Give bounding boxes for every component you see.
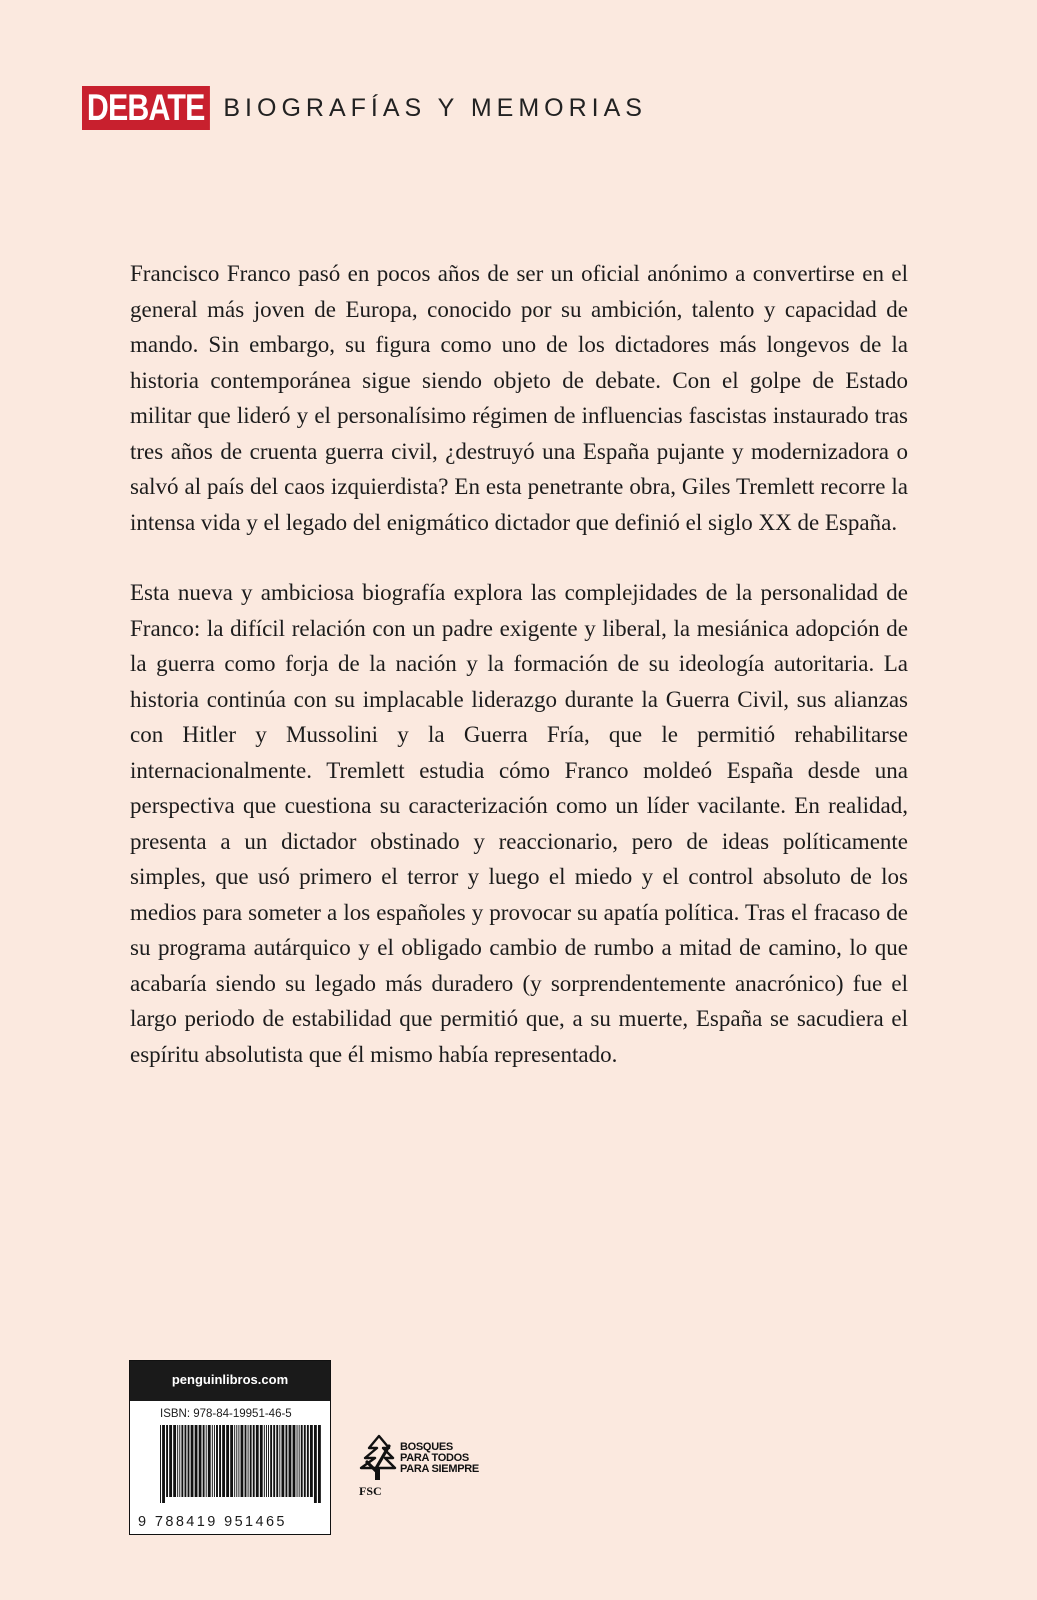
publisher-logo: DEBATE: [82, 86, 210, 130]
barcode-bar: [273, 1425, 275, 1497]
barcode-bar: [222, 1425, 225, 1497]
barcode-bar: [206, 1425, 207, 1497]
website-label: penguinlibros.com: [130, 1361, 330, 1401]
barcode-bar: [260, 1425, 263, 1497]
barcode-bar: [245, 1425, 247, 1497]
barcode-bar: [241, 1425, 244, 1497]
barcode-bar: [318, 1425, 321, 1503]
barcode-bar: [219, 1425, 221, 1497]
barcode-bar: [301, 1425, 303, 1497]
fsc-label: FSC: [359, 1484, 382, 1498]
barcode-bar: [184, 1425, 186, 1497]
tree-check-icon: [355, 1428, 399, 1484]
barcode-bar: [299, 1425, 300, 1497]
barcode-bar: [276, 1425, 278, 1497]
barcode-bar: [304, 1425, 306, 1497]
blurb-paragraph-1: Francisco Franco pasó en pocos años de ser un oficial anónimo a convertirse en el general más joven de Europa, conocido por su ambición, talento y capacidad de mando. Sin embargo, su figura como uno de los dictadores más longevos de la historia contemporánea sigue siendo objeto de debate. Con el golpe de Estado militar que lideró y el personalísimo régimen de influencias fascistas instaurado tras tres años de cruenta guerra civil, ¿destruyó una España pujante y modernizadora o salvó al país del caos izquierdista? En esta penetrante obra, Giles Tremlett recorre la intensa vida y el legado del enigmático dictador que definió el siglo XX de España.: [130, 261, 908, 535]
barcode-bar: [314, 1425, 317, 1503]
barcode-bar: [256, 1425, 259, 1497]
blurb-paragraph-2: Esta nueva y ambiciosa biografía explora las complejidades de la personalidad de Franco: la difícil relación con un padre exigente y liberal, la mesiánica adopción de la guerra como forja de la nación y la formación de su ideología autoritaria. La historia continúa con su implacable liderazgo durante la Guerra Civil, sus alianzas con Hitler y Mussolini y la Guerra Fría, que le permitió rehabilitarse internacionalmente. Tremlett estudia cómo Franco moldeó España desde una perspectiva que cuestiona su caracterización como un líder vacilante. En realidad, presenta a un dictador obstinado y reaccionario, pero de ideas políticamente simples, que usó primero el terror y luego el miedo y el control absoluto de los medios para someter a los españoles y provocar su apatía política. Tras el fracaso de su programa autárquico y el obligado cambio de rumbo a mitad de camino, lo que acabaría siendo su legado más duradero (y sorprendentemente anacrónico) fue el largo periodo de estabilidad que permitió que, a su muerte, España se sacudiera el espíritu absolutista que él mismo había representado.: [130, 580, 908, 1067]
barcode-bar: [285, 1425, 287, 1497]
barcode-bar: [236, 1425, 237, 1497]
fsc-slogan: [400, 1442, 479, 1475]
isbn-label: ISBN: 978-84-19951-46-5: [160, 1408, 292, 1420]
barcode-bar: [310, 1425, 313, 1497]
barcode-bar: [250, 1425, 252, 1497]
barcode-bar: [188, 1425, 190, 1497]
fsc-logo: [355, 1428, 515, 1508]
barcode-bar: [195, 1425, 198, 1497]
barcode-bar: [208, 1425, 211, 1497]
barcode-bar: [268, 1425, 269, 1497]
barcode-digits: 9 788419 951465: [138, 1514, 287, 1530]
barcode-bar: [203, 1425, 205, 1497]
barcode-bar: [173, 1425, 176, 1497]
barcode-bar: [212, 1425, 213, 1497]
barcode-bar: [307, 1425, 309, 1497]
barcode-bar: [199, 1425, 202, 1497]
barcode-bars: [160, 1425, 322, 1503]
blurb: [130, 256, 908, 1072]
barcode-bar: [293, 1425, 296, 1497]
barcode-bar: [289, 1425, 292, 1497]
barcode-bar: [230, 1425, 233, 1497]
barcode-bar: [279, 1425, 280, 1497]
barcode-bar: [238, 1425, 239, 1497]
barcode-bar: [253, 1425, 255, 1497]
fsc-slogan-line-2: PARA TODOS: [400, 1452, 469, 1464]
barcode-bar: [160, 1425, 161, 1503]
barcode-box: [129, 1360, 331, 1535]
barcode-bar: [169, 1425, 172, 1497]
barcode-bar: [162, 1425, 165, 1503]
header: [82, 86, 647, 130]
barcode-bar: [214, 1425, 215, 1497]
barcode-bar: [266, 1425, 267, 1497]
series-title: BIOGRAFÍAS Y MEMORIAS: [223, 93, 647, 122]
barcode-bar: [179, 1425, 180, 1497]
fsc-slogan-line-3: PARA SIEMPRE: [400, 1463, 479, 1475]
barcode-bar: [226, 1425, 229, 1497]
barcode-bar: [216, 1425, 218, 1497]
barcode-bar: [264, 1425, 265, 1497]
barcode-bar: [166, 1425, 168, 1497]
barcode-bar: [181, 1425, 183, 1497]
barcode-bar: [281, 1425, 284, 1497]
barcode-bar: [270, 1425, 272, 1497]
barcode-bar: [248, 1425, 249, 1497]
barcode-bar: [177, 1425, 178, 1497]
barcode-bar: [234, 1425, 235, 1497]
barcode-bar: [297, 1425, 298, 1497]
fsc-slogan-line-1: BOSQUES: [400, 1441, 453, 1453]
barcode-bar: [191, 1425, 194, 1497]
